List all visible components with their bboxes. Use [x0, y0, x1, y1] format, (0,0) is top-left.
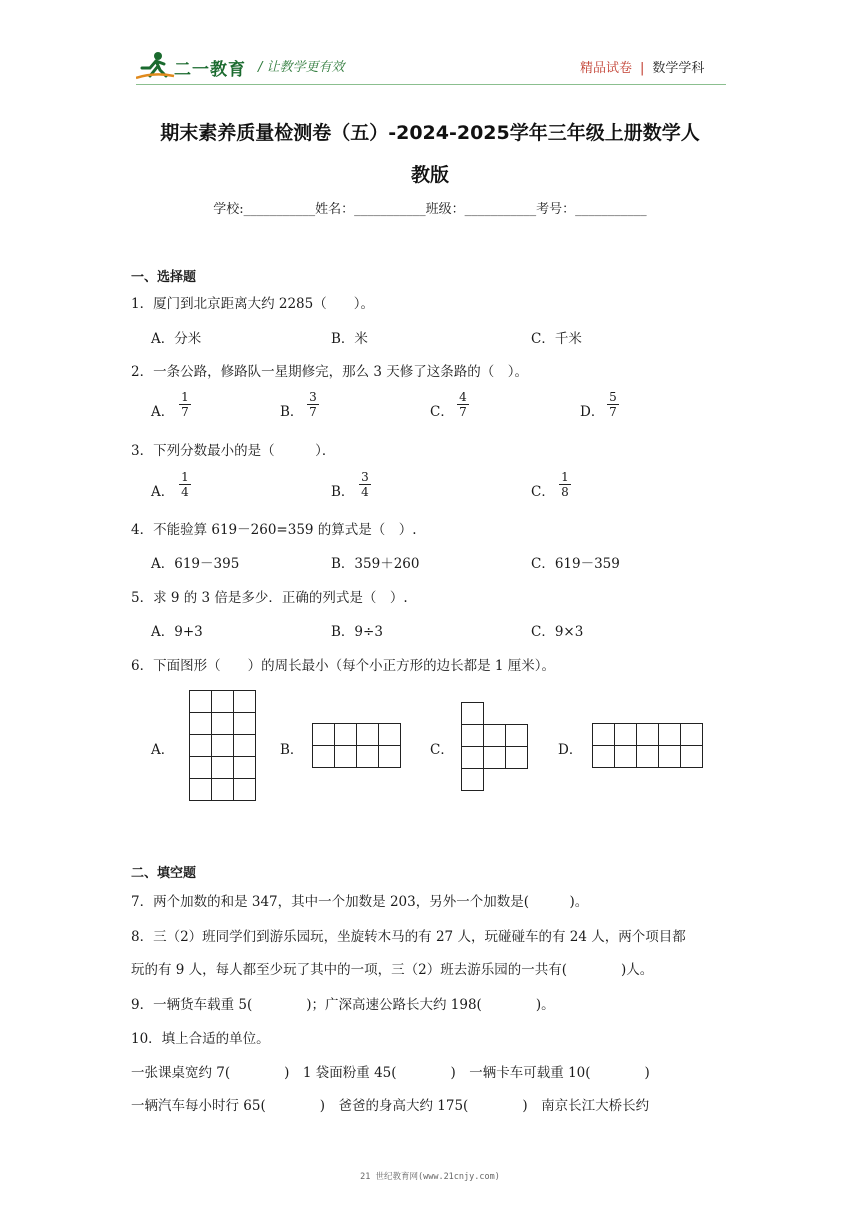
q2-option-c: C． — [430, 404, 454, 420]
header-divider — [136, 84, 726, 85]
grid-cell — [614, 723, 637, 746]
grid-cell — [233, 690, 256, 713]
grid-cell — [189, 778, 212, 801]
q3-a-fraction: $\frac{1}{4}$ — [179, 470, 191, 499]
grid-cell — [211, 756, 234, 779]
grid-cell — [461, 768, 484, 791]
grid-cell — [356, 745, 379, 768]
grid-cell — [211, 734, 234, 757]
student-info: 学校:___________姓名：___________班级：___________考号：___________ — [213, 202, 647, 217]
section-choice: 一、选择题 — [131, 270, 197, 285]
grid-cell — [189, 734, 212, 757]
q6-option-b: B． — [280, 742, 304, 758]
grid-cell — [211, 690, 234, 713]
question-8-line1: 8．三（2）班同学们到游乐园玩，坐旋转木马的有 27 人，玩碰碰车的有 24 人，两个项目都 — [131, 929, 686, 945]
question-7: 7．两个加数的和是 347，其中一个加数是 203，另外一个加数是( )。 — [131, 894, 589, 910]
separator: | — [640, 61, 645, 76]
grid-cell — [211, 778, 234, 801]
q3-b-fraction: $\frac{3}{4}$ — [359, 470, 371, 499]
grid-cell — [483, 746, 506, 769]
grid-cell — [189, 712, 212, 735]
grid-cell — [233, 778, 256, 801]
q3-c-fraction: $\frac{1}{8}$ — [559, 470, 571, 499]
grid-cell — [592, 745, 615, 768]
grid-cell — [658, 723, 681, 746]
grid-cell — [636, 745, 659, 768]
logo-text: 二一教育 — [174, 60, 246, 80]
q4-option-b: B．359＋260 — [331, 556, 420, 572]
q2-option-a: A． — [151, 404, 175, 420]
grid-cell — [356, 723, 379, 746]
grid-cell — [312, 745, 335, 768]
grid-cell — [312, 723, 335, 746]
q5-option-c: C．9×3 — [531, 624, 584, 640]
grid-cell — [461, 746, 484, 769]
q2-c-fraction: $\frac{4}{7}$ — [457, 390, 469, 419]
grid-cell — [233, 712, 256, 735]
grid-cell — [233, 734, 256, 757]
question-5: 5．求 9 的 3 倍是多少．正确的列式是（ ）. — [131, 590, 408, 606]
subject: 数学学科 — [652, 61, 705, 76]
grid-cell — [636, 723, 659, 746]
footer: 21 世纪教育网(www.21cnjy.com) — [360, 1172, 500, 1182]
grid-cell — [189, 756, 212, 779]
q1-option-c: C．千米 — [531, 331, 582, 347]
header-right — [580, 57, 704, 76]
q5-option-b: B．9÷3 — [331, 624, 383, 640]
logo — [136, 50, 266, 82]
runner-logo-icon — [136, 50, 176, 82]
grid-cell — [378, 723, 401, 746]
q2-option-d: D． — [580, 404, 605, 420]
page-title: 期末素养质量检测卷（五）-2024-2025学年三年级上册数学人 — [160, 122, 700, 144]
question-10-line1: 一张课桌宽约 7( ) 1 袋面粉重 45( ) 一辆卡车可载重 10( ) — [131, 1065, 650, 1081]
q4-option-c: C．619－359 — [531, 556, 620, 572]
grid-cell — [680, 723, 703, 746]
badge: 精品试卷 — [580, 61, 633, 76]
question-8-line2: 玩的有 9 人，每人都至少玩了其中的一项，三（2）班去游乐园的一共有( )人。 — [131, 962, 654, 978]
q4-option-a: A．619－395 — [151, 556, 240, 572]
q2-option-b: B． — [280, 404, 304, 420]
page-title-line2: 教版 — [410, 164, 449, 186]
grid-cell — [680, 745, 703, 768]
question-10: 10．填上合适的单位。 — [131, 1031, 270, 1047]
q3-option-a: A． — [151, 484, 175, 500]
grid-cell — [505, 724, 528, 747]
grid-cell — [461, 702, 484, 725]
slogan: / 让教学更有效 — [258, 60, 345, 75]
question-1: 1．厦门到北京距离大约 2285（ ）。 — [131, 296, 374, 312]
q1-option-a: A．分米 — [151, 331, 202, 347]
question-4: 4．不能验算 619－260=359 的算式是（ ）. — [131, 522, 417, 538]
grid-cell — [614, 745, 637, 768]
grid-cell — [334, 723, 357, 746]
grid-cell — [189, 690, 212, 713]
q6-option-c: C． — [430, 742, 454, 758]
grid-cell — [334, 745, 357, 768]
grid-cell — [483, 724, 506, 747]
grid-cell — [211, 712, 234, 735]
grid-cell — [233, 756, 256, 779]
grid-cell — [505, 746, 528, 769]
grid-cell — [592, 723, 615, 746]
section-fill: 二、填空题 — [131, 866, 197, 881]
q3-option-c: C． — [531, 484, 555, 500]
q1-option-b: B．米 — [331, 331, 368, 347]
q6-option-d: D． — [558, 742, 583, 758]
q2-d-fraction: $\frac{5}{7}$ — [607, 390, 619, 419]
q6-option-a: A． — [151, 742, 175, 758]
question-9: 9．一辆货车载重 5( )；广深高速公路长大约 198( )。 — [131, 997, 555, 1013]
q2-b-fraction: $\frac{3}{7}$ — [307, 390, 319, 419]
question-2: 2．一条公路，修路队一星期修完，那么 3 天修了这条路的（ ）。 — [131, 364, 529, 380]
grid-cell — [378, 745, 401, 768]
grid-cell — [658, 745, 681, 768]
q2-a-fraction: $\frac{1}{7}$ — [179, 390, 191, 419]
question-10-line2: 一辆汽车每小时行 65( ) 爸爸的身高大约 175( ) 南京长江大桥长约 — [131, 1098, 650, 1114]
question-3: 3．下列分数最小的是（ ）． — [131, 443, 336, 459]
q3-option-b: B． — [331, 484, 355, 500]
question-6: 6．下面图形（ ）的周长最小（每个小正方形的边长都是 1 厘米）。 — [131, 658, 556, 674]
grid-cell — [461, 724, 484, 747]
q5-option-a: A．9+3 — [151, 624, 203, 640]
